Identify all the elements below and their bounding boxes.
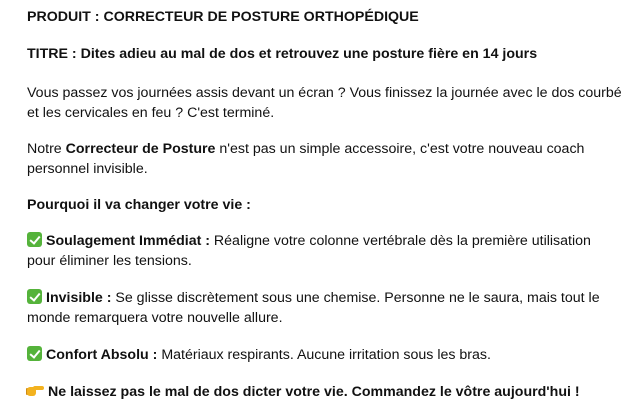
- document-body: [27, 7, 623, 402]
- product-line: PRODUIT : CORRECTEUR DE POSTURE ORTHOPÉDIQUE: [27, 9, 419, 25]
- benefit-text: Réaligne votre colonne vertébrale dès la première utilisation pour éliminer les tensions.: [27, 233, 591, 269]
- benefit-text: Se glisse discrètement sous une chemise. Personne ne le saura, mais tout le monde remarquera votre nouvelle allure.: [27, 290, 600, 326]
- product-name: Correcteur de Posture: [65, 141, 216, 157]
- title-line: TITRE : Dites adieu au mal de dos et retrouvez une posture fière en 14 jours: [27, 46, 538, 62]
- pointing-hand-icon: [27, 384, 44, 396]
- intro-paragraph: Vous passez vos journées assis devant un écran ? Vous finissez la journée avec le dos courbé et les cervicales en feu ? C'est terminé.: [27, 85, 622, 121]
- benefit-label: Invisible :: [46, 290, 112, 306]
- why-heading: Pourquoi il va changer votre vie :: [27, 197, 251, 213]
- check-mark-icon: [27, 232, 42, 247]
- benefit-item: [27, 231, 623, 271]
- notre-paragraph: [27, 139, 623, 179]
- benefit-item: [27, 288, 623, 328]
- benefit-label: Confort Absolu :: [46, 347, 158, 363]
- call-to-action: [27, 382, 623, 402]
- check-mark-icon: [27, 289, 42, 304]
- benefit-item: [27, 345, 623, 365]
- cta-text: Ne laissez pas le mal de dos dicter votre vie. Commandez le vôtre aujourd'hui !: [48, 384, 580, 400]
- benefit-label: Soulagement Immédiat :: [46, 233, 210, 249]
- benefit-text: Matériaux respirants. Aucune irritation sous les bras.: [157, 347, 491, 363]
- notre-suffix: n'est pas un simple accessoire, c'est votre nouveau coach personnel invisible.: [27, 141, 585, 177]
- notre-prefix: Notre: [27, 141, 66, 157]
- check-mark-icon: [27, 346, 42, 361]
